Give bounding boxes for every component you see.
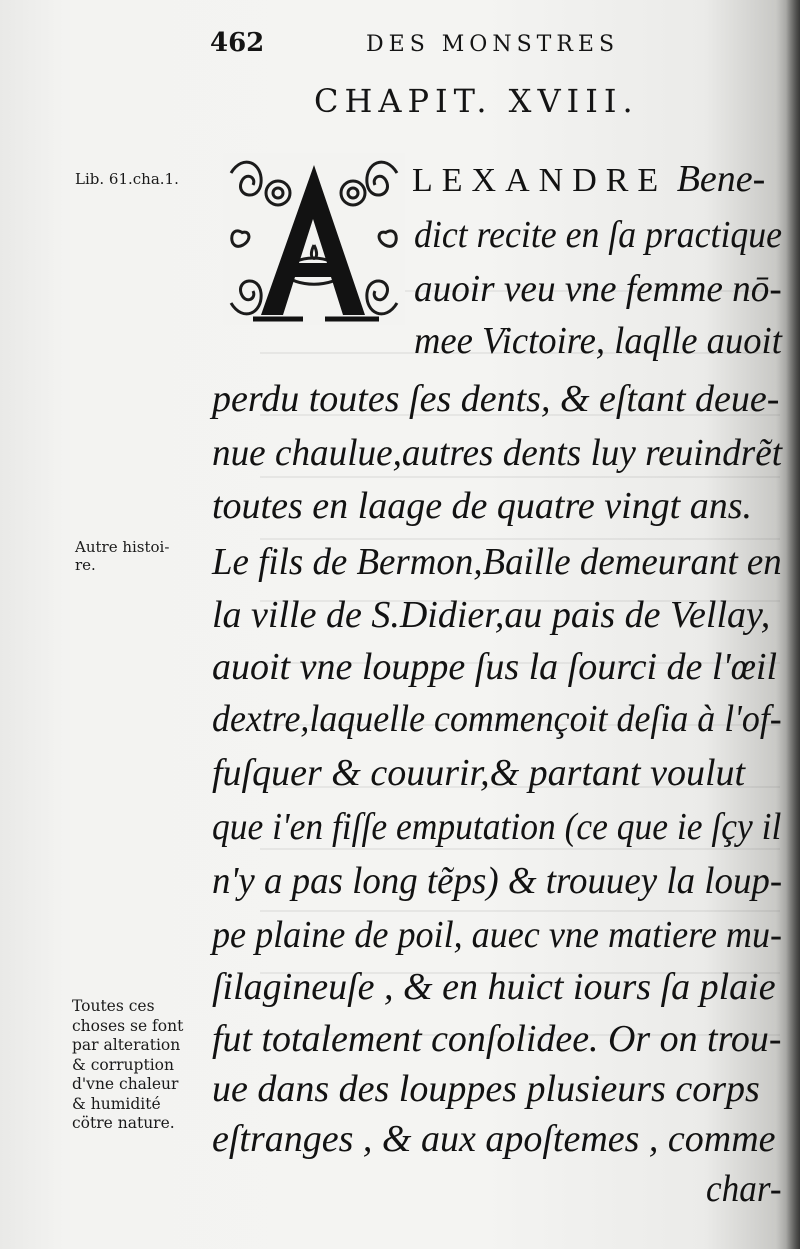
margin-note-reference: Lib. 61.cha.1. [75, 170, 179, 188]
text-line: nue chaulue,autres dents luy reuindrẽt [212, 432, 783, 474]
text-line: perdu toutes ſes dents, & eſtant deue- [212, 378, 780, 420]
text-line: dict recite en ſa practique [414, 214, 783, 256]
page-header [0, 28, 800, 64]
text-line: fut totalement conſolidee. Or on trou- [212, 1018, 782, 1060]
text-line: mee Victoire, laqlle auoit [414, 320, 782, 362]
margin-note-alteration [72, 997, 207, 1134]
text-line: eſtranges , & aux apoſtemes , comme [212, 1118, 776, 1160]
margin-line: Toutes ces [72, 997, 155, 1015]
running-title: DES MONSTRES [366, 32, 620, 57]
margin-line: & corruption [72, 1055, 174, 1074]
page-number: 462 [210, 28, 265, 58]
margin-line: re. [75, 556, 96, 574]
text-line: Le fils de Bermon,Baille demeurant en [212, 541, 782, 583]
margin-line: Autre histoi- [75, 538, 170, 556]
margin-line: & humidité [72, 1094, 161, 1113]
margin-line: choses se font [72, 1016, 184, 1035]
page-edge-shadow [786, 0, 800, 1249]
text-line-1 [412, 160, 765, 198]
margin-line: cötre nature. [72, 1114, 175, 1132]
text-line: pe plaine de poil, auec vne matiere mu- [212, 914, 783, 956]
text-line: toutes en laage de quatre vingt ans. [212, 485, 752, 527]
text-line: dextre,laquelle commençoit deſia à l'of- [212, 698, 782, 740]
opening-word-rest: Bene- [676, 158, 766, 200]
text-line: ue dans des louppes plusieurs corps [212, 1068, 760, 1110]
catchword: char- [706, 1168, 782, 1210]
text-line: auoir veu vne femme nō- [414, 268, 782, 310]
margin-note-other-story [75, 538, 205, 574]
margin-line: par alteration [72, 1036, 181, 1054]
text-line: fuſquer & couurir,& partant voulut [212, 752, 746, 794]
opening-word-caps: LEXANDRE [412, 162, 668, 199]
text-line: que i'en fiſſe emputation (ce que ie ſçy il [212, 806, 782, 848]
chapter-heading: CHAPIT. XVIII. [314, 82, 639, 120]
text-line: ſilagineuſe , & en huict iours ſa plaie [212, 966, 776, 1008]
text-line: n'y a pas long tẽps) & trouuey la loup- [212, 860, 783, 902]
text-line: la ville de S.Didier,au pais de Vellay, [212, 594, 771, 636]
margin-line: d'vne chaleur [72, 1075, 179, 1093]
ornamental-drop-cap [223, 153, 405, 325]
text-line: auoit vne louppe ſus la ſourci de l'œil [212, 646, 778, 688]
